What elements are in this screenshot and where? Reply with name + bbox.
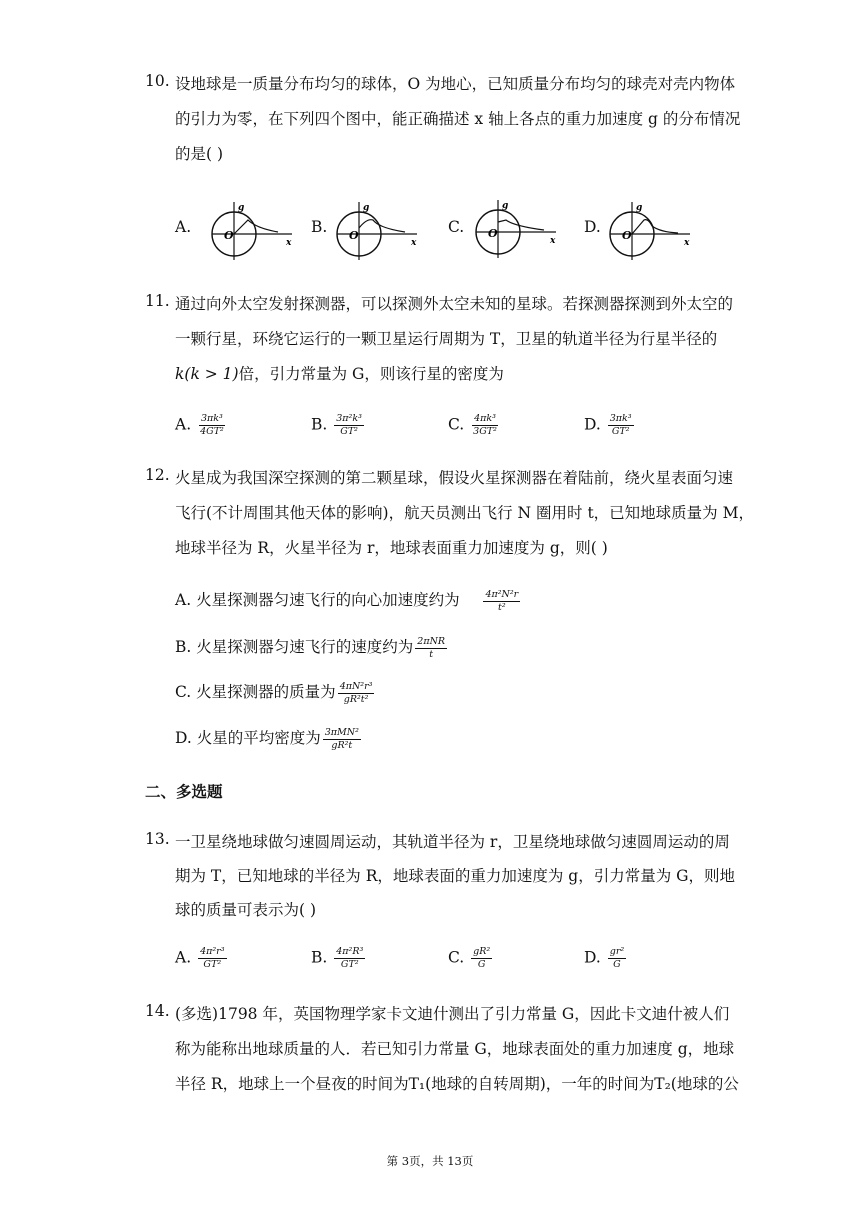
x-axis-label: x — [286, 238, 292, 248]
option-label: C. — [448, 218, 465, 236]
fraction: $\frac{\text{3π²k³}}{\text{GT²}}$ — [336, 413, 362, 437]
y-axis-label: g — [363, 203, 370, 213]
option-label: B. — [311, 218, 328, 236]
option-figure-a — [208, 198, 298, 262]
option-label: A. — [175, 591, 192, 609]
question-number: 12. — [145, 466, 170, 484]
fraction: $\frac{\text{3πk³}}{\text{4GT²}}$ — [200, 413, 224, 437]
fraction: $\frac{\text{4π²R³}}{\text{GT²}}$ — [336, 946, 364, 970]
fraction: $\frac{\text{4πN²r³}}{\text{gR²t²}}$ — [339, 680, 373, 705]
option-figure-c — [472, 196, 562, 260]
option-d — [584, 947, 628, 970]
option-c — [175, 680, 376, 704]
option-figure-d — [606, 198, 696, 262]
question-number: 10. — [145, 72, 170, 90]
question-number: 13. — [145, 830, 170, 848]
option-c — [448, 947, 494, 970]
option-d — [584, 414, 636, 437]
fraction: $\frac{\text{4π²r³}}{\text{GT²}}$ — [200, 946, 225, 970]
origin-label: O — [488, 227, 498, 240]
question-text-line: 称为能称出地球质量的人．若已知引力常量 G，地球表面处的重力加速度 g，地球 — [175, 1040, 735, 1058]
option-label: D. — [584, 948, 601, 967]
question-text-line: 球的质量可表示为( ) — [175, 901, 317, 919]
question-text-line: 一卫星绕地球做匀速圆周运动，其轨道半径为 r，卫星绕地球做匀速圆周运动的周 — [175, 833, 730, 851]
option-label: A. — [175, 218, 192, 236]
math-inline: k(k > 1) — [175, 365, 239, 383]
option-label: C. — [175, 683, 192, 701]
option-d — [175, 726, 363, 750]
option-figure-b — [333, 198, 423, 262]
question-text-line: 设地球是一质量分布均匀的球体，O 为地心，已知质量分布均匀的球壳对壳内物体 — [175, 75, 736, 93]
option-label: A. — [175, 948, 192, 967]
option-text: 火星的平均密度为 — [196, 729, 321, 747]
option-c — [448, 414, 501, 437]
option-a — [175, 414, 228, 437]
option-label: B. — [311, 948, 328, 967]
y-axis-label: g — [502, 201, 509, 211]
question-text-line: 的是( ) — [175, 145, 224, 163]
option-a — [175, 947, 229, 970]
question-number: 11. — [145, 292, 170, 310]
question-text-line: (多选)1798 年，英国物理学家卡文迪什测出了引力常量 G，因此卡文迪什被人们 — [175, 1005, 730, 1023]
question-text: 倍，引力常量为 G，则该行星的密度为 — [238, 365, 504, 383]
option-label: D. — [584, 415, 601, 434]
option-label: B. — [311, 415, 328, 434]
option-text: 火星探测器匀速飞行的向心加速度约为 — [196, 591, 460, 609]
question-text-line: 一颗行星，环绕它运行的一颗卫星运行周期为 T，卫星的轨道半径为行星半径的 — [175, 330, 718, 348]
question-text-line: 地球半径为 R，火星半径为 r，地球表面重力加速度为 g，则( ) — [175, 539, 608, 557]
fraction: $\frac{\text{4π²N²r}}{\text{t²}}$ — [485, 588, 519, 613]
option-b — [311, 947, 367, 970]
origin-label: O — [224, 229, 234, 242]
question-text-line: 期为 T，已知地球的半径为 R，地球表面的重力加速度为 g，引力常量为 G，则地 — [175, 867, 736, 885]
option-label: C. — [448, 415, 465, 434]
x-axis-label: x — [684, 238, 690, 248]
question-number: 14. — [145, 1002, 170, 1020]
fraction: $\frac{\text{gr²}}{G}$ — [609, 946, 625, 970]
option-label: D. — [584, 218, 601, 236]
x-axis-label: x — [411, 238, 417, 248]
page-footer: 第 3页，共 13页 — [386, 1154, 474, 1168]
option-b — [175, 635, 449, 659]
option-a — [175, 588, 522, 612]
option-label: C. — [448, 948, 465, 967]
fraction: $\frac{\text{gR²}}{G}$ — [473, 946, 491, 970]
option-label: B. — [175, 638, 192, 656]
y-axis-label: g — [238, 203, 245, 213]
fraction: $\frac{\text{2πNR}}{t}$ — [417, 635, 446, 660]
section-heading: 二、多选题 — [145, 783, 223, 801]
option-text: 火星探测器匀速飞行的速度约为 — [196, 638, 414, 656]
question-text-line: 的引力为零，在下列四个图中，能正确描述 x 轴上各点的重力加速度 g 的分布情况 — [175, 110, 741, 128]
fraction: $\frac{\text{4πk³}}{\text{3GT²}}$ — [473, 413, 497, 437]
option-label: D. — [175, 729, 192, 747]
question-text-line: 飞行(不计周围其他天体的影响)，航天员测出飞行 N 圈用时 t，已知地球质量为 M， — [175, 504, 754, 522]
x-axis-label: x — [550, 236, 556, 246]
fraction: $\frac{\text{3πk³}}{\text{GT²}}$ — [609, 413, 632, 437]
option-b — [311, 414, 366, 437]
y-axis-label: g — [636, 203, 643, 213]
question-text-line: 火星成为我国深空探测的第二颗星球，假设火星探测器在着陆前，绕火星表面匀速 — [175, 469, 734, 487]
question-text-line: 半径 R，地球上一个昼夜的时间为T₁(地球的自转周期)，一年的时间为T₂(地球的公 — [175, 1075, 739, 1093]
option-text: 火星探测器的质量为 — [196, 683, 336, 701]
origin-label: O — [622, 229, 632, 242]
origin-label: O — [349, 229, 359, 242]
fraction: $\frac{\text{3πMN²}}{\text{gR²t}}$ — [324, 726, 359, 751]
option-label: A. — [175, 415, 192, 434]
question-text-line: 通过向外太空发射探测器，可以探测外太空未知的星球。若探测器探测到外太空的 — [175, 295, 734, 313]
question-text-line — [175, 362, 504, 384]
